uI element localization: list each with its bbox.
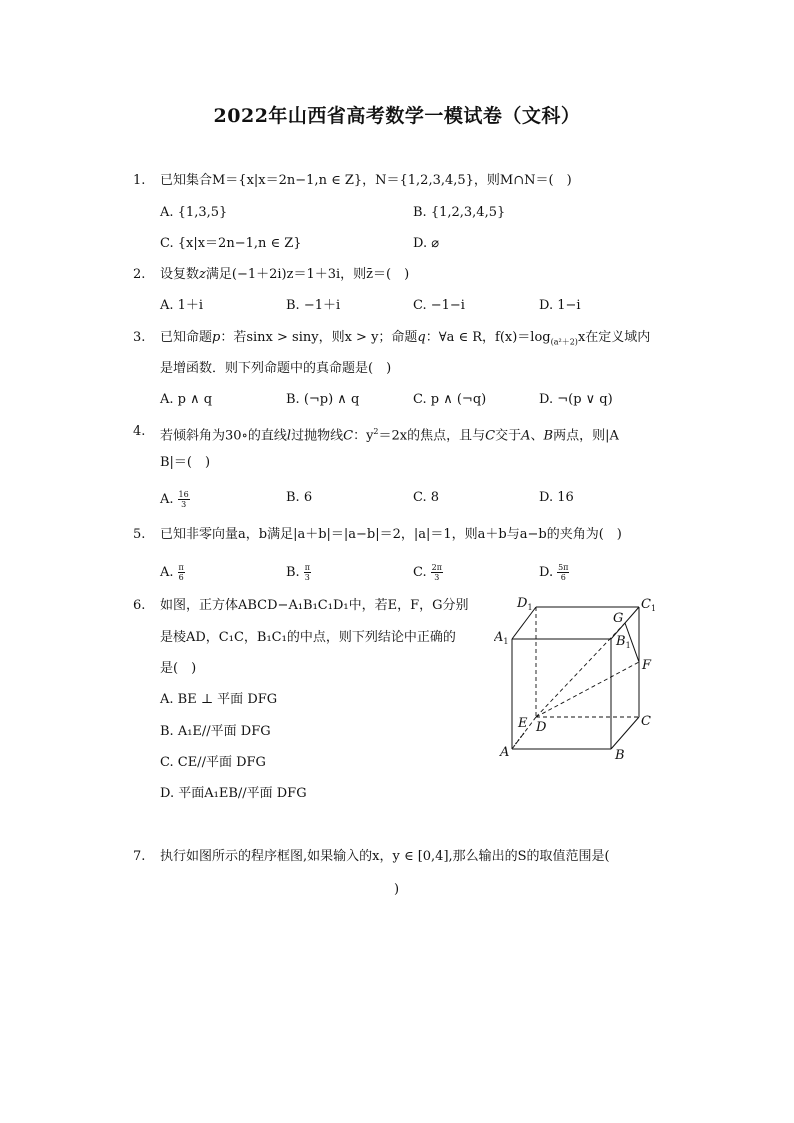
q4-option-d: D. 16: [539, 490, 574, 505]
question-4-stem: 若倾斜角为30∘的直线l过抛物线C：$y^2=2x$的焦点，且与C交于A、B两点，则|A: [160, 427, 619, 444]
question-number: 2.: [133, 267, 146, 282]
q5-option-a: A. $\frac{\pi}{6}$: [160, 563, 184, 582]
question-2-stem: 设复数z满足(−1＋2i)z＝1＋3i，则z̄＝( ): [160, 267, 410, 282]
q6-option-b: B. A₁E//平面 DFG: [160, 724, 271, 739]
question-6-stem: 如图，正方体ABCD−A₁B₁C₁D₁中，若E，F，G分别: [160, 598, 469, 613]
q3-option-d: D. ¬(p ∨ q): [539, 392, 613, 407]
q4-option-a: A. $\frac{16}{3}$: [160, 490, 189, 509]
q2-option-a: A. 1＋i: [160, 298, 204, 313]
q2-option-d: D. 1−i: [539, 298, 581, 313]
question-number: 3.: [133, 330, 146, 345]
label-b: B: [615, 748, 625, 763]
label-b1: $B_1$: [616, 634, 631, 650]
label-f: F: [642, 658, 652, 673]
q4-option-c: C. 8: [413, 490, 440, 505]
q5-option-b: B. $\frac{\pi}{3}$: [286, 563, 310, 582]
q4-option-b: B. 6: [286, 490, 313, 505]
label-a1: $A_1$: [494, 630, 509, 646]
question-3-stem: 已知命题p：若sinx > siny，则x > y；命题q：∀a ∈ R，$f(x)=\log_{(a^2+2)}x$在定义域内: [160, 330, 651, 347]
question-6-stem-cont: 是棱AD，C₁C，B₁C₁的中点，则下列结论中正确的: [160, 630, 456, 645]
question-5-stem: 已知非零向量a，b满足|a＋b|＝|a−b|＝2，|a|＝1，则a＋b与a−b的夹角为( ): [160, 527, 622, 542]
question-4-stem-cont: B|＝( ): [160, 455, 211, 470]
q3-option-a: A. p ∧ q: [160, 392, 213, 407]
q6-option-c: C. CE//平面 DFG: [160, 755, 266, 770]
q1-option-a: A. {1,3,5}: [160, 205, 228, 220]
edge-c-b: [611, 717, 639, 749]
question-number: 1.: [133, 173, 146, 188]
q2-option-b: B. −1＋i: [286, 298, 341, 313]
q1-option-b: B. {1,2,3,4,5}: [413, 205, 506, 220]
label-d: D: [536, 720, 547, 735]
q3-option-c: C. p ∧ (¬q): [413, 392, 487, 407]
question-7-stem: 执行如图所示的程序框图,如果输入的x，y ∈ [0,4],那么输出的S的取值范围是(: [160, 849, 610, 864]
question-number: 6.: [133, 598, 146, 613]
q6-option-a: A. BE ⊥ 平面 DFG: [160, 692, 278, 707]
label-d1: $D_1$: [517, 596, 533, 612]
question-1-stem: 已知集合M＝{x|x＝2n−1,n ∈ Z}，N＝{1,2,3,4,5}，则M∩N＝( ): [160, 173, 572, 188]
question-3-stem-cont: 是增函数．则下列命题中的真命题是( ): [160, 361, 392, 376]
label-c1: $C_1$: [641, 597, 657, 613]
q2-option-c: C. −1−i: [413, 298, 465, 313]
hidden-line-d-g: [536, 623, 625, 717]
question-number: 4.: [133, 424, 146, 439]
label-e: E: [518, 716, 528, 731]
question-number: 7.: [133, 849, 146, 864]
question-6-stem-cont2: 是( ): [160, 661, 197, 676]
question-7-stem-cont: ): [394, 882, 400, 897]
q5-option-c: C. $\frac{2\pi}{3}$: [413, 563, 442, 582]
q6-option-d: D. 平面A₁EB//平面 DFG: [160, 786, 307, 801]
label-a: A: [500, 745, 510, 760]
q1-option-c: C. {x|x＝2n−1,n ∈ Z}: [160, 236, 302, 251]
page-title: 2022年山西省高考数学一模试卷（文科）: [213, 105, 581, 127]
label-g: G: [613, 611, 624, 626]
cube-figure: [494, 594, 674, 766]
q1-option-d: D. ⌀: [413, 236, 440, 251]
q5-option-d: D. $\frac{5\pi}{6}$: [539, 563, 569, 582]
hidden-line-d-f: [536, 662, 639, 717]
question-number: 5.: [133, 527, 146, 542]
label-c: C: [641, 714, 651, 729]
q3-option-b: B. (¬p) ∧ q: [286, 392, 360, 407]
